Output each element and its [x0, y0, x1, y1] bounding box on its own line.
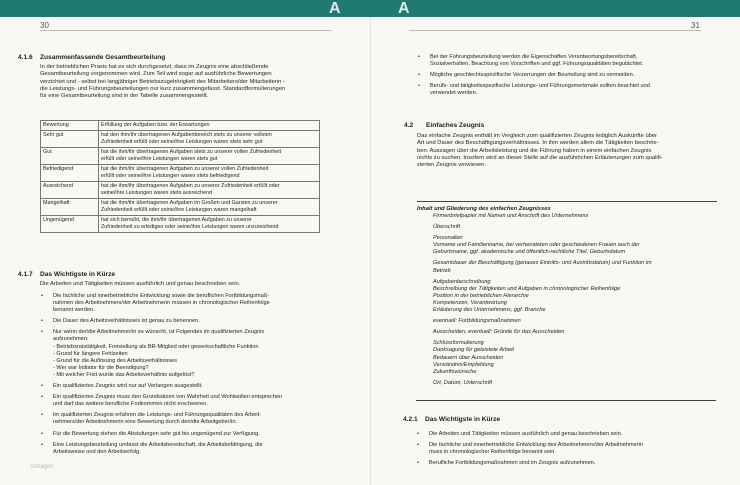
- cell-line: erfüllt oder seine/ihre Leistungen waren stets befriedigend: [101, 172, 240, 179]
- table-header: Bewertung: [41, 121, 99, 131]
- table-header: Erfüllung der Aufgaben bzw. der Erwartungen: [99, 121, 320, 131]
- list-item: [417, 72, 727, 79]
- contents-line: Geburtsname, ggf. akademische und öffentlich-rechtliche Titel, Geburtsdatum: [433, 249, 626, 256]
- list-item: [416, 431, 726, 438]
- description-cell: [99, 198, 320, 215]
- cell-line: hat sich bemüht, die ihm/ihr übertragenen Aufgaben zu unserer: [101, 216, 252, 223]
- section-heading-421: [403, 416, 500, 423]
- text-line: • Die Arbeiten und Tätigkeiten müssen ausführlich und genau beschrieben sein.: [429, 431, 623, 437]
- table-row: [41, 181, 320, 198]
- list-item: [40, 431, 350, 438]
- grade-cell: Sehr gut: [41, 130, 99, 147]
- description-cell: [99, 215, 320, 232]
- grade-cell: Ungenügend: [41, 215, 99, 232]
- cell-line: Zufriedenheit erfüllt oder seine/ihre Leistungen waren mangelhaft: [101, 206, 257, 213]
- cell-line: Zufriedenheit erfüllt oder seine/ihre Leistungen waren stets sehr gut: [101, 138, 263, 145]
- text-line: Art und Dauer des Beschäftigungsverhältnisses. In ihm werden allein die Tätigkeiten beschrie-: [417, 140, 659, 147]
- section-number: 4.2: [404, 122, 414, 129]
- contents-line: Personalien: [433, 235, 463, 242]
- list-item: [40, 394, 350, 408]
- section-title: Das Wichtigste in Kürze: [425, 416, 501, 423]
- contents-list: [433, 213, 652, 387]
- text-line: Das einfache Zeugnis enthält im Vergleich zum qualifizierten Zeugnis lediglich Auskünfte über: [417, 133, 658, 139]
- text-line: In der betrieblichen Praxis hat es sich durchgesetzt, dass im Zeugnis eine abschließende: [40, 64, 269, 70]
- text-line: verzichtet und - selbst bei langjähriger Betriebszugehörigkeit des Mitarbeiters/der Mitarbeiterin -: [40, 78, 285, 85]
- list-item: [417, 54, 727, 68]
- section-lead: Die Arbeiten und Tätigkeiten müssen ausführlich und genau beschrieben sein.: [40, 281, 241, 287]
- page-number: 31: [691, 21, 700, 30]
- contents-line: Verständnis/Empfehlung: [433, 361, 494, 368]
- top-bullet-list: [417, 54, 727, 101]
- contents-line: Gesamtdauer der Beschäftigung (genaues Eintritts- und Austrittsdatum) und Funktion im: [433, 260, 652, 267]
- list-item: [40, 293, 350, 314]
- section-heading-417: [18, 271, 115, 278]
- section-body: [417, 133, 727, 169]
- watermark-letter: A: [398, 0, 410, 17]
- text-line: • Eine Leistungsbeurteilung umfasst die Arbeitsbereitschaft, die Arbeitsbefähigung, die: [53, 441, 263, 448]
- list-item: [417, 83, 727, 97]
- cell-line: seine/ihre Leistungen waren stets ausreichend: [101, 189, 213, 196]
- contents-line: Überschrift: [433, 224, 461, 231]
- table-header-row: [41, 121, 320, 131]
- contents-line: Zukunftswünsche: [433, 368, 477, 375]
- cell-line: Zufriedenheit zu erledigen oder seine/ihre Leistungen waren unzureichend: [101, 223, 279, 230]
- text-line: für eine Gesamtbeurteilung sind in der Tabelle zusammengestellt.: [40, 93, 209, 100]
- text-line: - Betriebsratstätigkeit, Freistellung als BR-Mitglied oder gewerkschaftliche Funktion: [53, 343, 259, 350]
- contents-line: Beschreibung der Tätigkeiten und Aufgaben in chronologischer Reihenfolge: [433, 285, 621, 292]
- text-line: ben. Aussagen über die Arbeitsleistung und die Führung haben in einem einfachen Zeugnis: [417, 147, 652, 154]
- cell-line: hat die ihm/ihr übertragenen Aufgaben stets zu unserer vollen Zufriedenheit: [101, 148, 282, 155]
- text-line: • Die Dauer des Arbeitsverhältnisses ist genau zu benennen.: [53, 318, 200, 325]
- box-rule-bottom: [416, 400, 716, 401]
- top-band: [0, 0, 740, 17]
- header-rule: [409, 30, 701, 31]
- page-number: 30: [40, 21, 49, 30]
- grade-cell: Ausreichend: [41, 181, 99, 198]
- summary-bullet-list-right: [416, 431, 726, 471]
- cell-line: erfüllt oder seine/ihre Leistungen waren stets gut: [101, 155, 218, 162]
- table-row: [41, 147, 320, 164]
- section-intro: [40, 64, 340, 100]
- text-line: und darf das weitere berufliche Fortkommen nicht erschweren.: [53, 401, 208, 408]
- table-row: [41, 130, 320, 147]
- text-line: nichts zu suchen. Insofern wird an dieser Stelle auf die ausführlichen Erläuterungen zum qualifi-: [417, 154, 663, 161]
- text-line: • Die fachliche und innerbetriebliche Entwicklung sowie die beruflichen Fortbildungsmaß-: [53, 293, 270, 299]
- text-line: • Nur wenn der/die Arbeitnehmer/in es wünscht, ist Folgendes im qualifizierten Zeugnis: [53, 329, 265, 336]
- table-row: [41, 198, 320, 215]
- text-line: verwendet werden.: [430, 90, 478, 97]
- watermark-letter: A: [329, 0, 341, 17]
- text-line: • Bei der Führungsbeurteilung werden die Eigenschaften Verantwortungsbereitschaft,: [430, 54, 638, 60]
- text-line: - Grund für die Auflösung des Arbeitsverhältnisses: [53, 357, 178, 364]
- section-number: 4.1.6: [18, 54, 33, 61]
- text-line: die Leistungs- und Führungsbeurteilungen nur kurz zusammengefasst. Standardformulierungen: [40, 85, 286, 92]
- contents-line: Firmenbriefpapier mit Namen und Anschrift des Unternehmens: [433, 213, 589, 219]
- section-title: Das Wichtigste in Kürze: [40, 271, 116, 278]
- section-heading-416: [18, 54, 165, 61]
- description-cell: [99, 147, 320, 164]
- text-line: • Berufs- und tätigkeitsspezifische Leistungs- und Führungsmerkmale sollten beachtet und: [430, 83, 650, 90]
- list-item: [416, 460, 726, 467]
- cell-line: hat die ihm/ihr übertragenen Aufgaben zu unserer vollen Zufriedenheit: [101, 165, 269, 172]
- text-line: • Ein qualifiziertes Zeugnis muss den Grundsätzen von Wahrheit und Wohlwollen entsprechen: [53, 394, 283, 401]
- evaluation-table: [40, 120, 320, 233]
- box-rule-top: [417, 201, 717, 202]
- section-title: Zusammenfassende Gesamtbeurteilung: [40, 54, 166, 61]
- text-line: - Mit welcher Frist wurde das Arbeitsverhältnis aufgelöst?: [53, 371, 195, 378]
- contents-line: Schlussformulierung: [433, 340, 484, 347]
- list-item: [40, 318, 350, 325]
- list-item: [40, 442, 350, 456]
- text-line: nahmen des Arbeitnehmers/der Arbeitnehmerin müssen in chronologischer Reihenfolge: [53, 300, 270, 307]
- cell-line: hat die ihm/ihr übertragenen Aufgaben im Großen und Ganzen zu unserer: [101, 199, 278, 206]
- list-item: [416, 442, 726, 456]
- contents-line: Ausscheiden, eventuell: Gründe für das Ausscheiden: [433, 329, 565, 336]
- table-row: [41, 164, 320, 181]
- list-item: [40, 383, 350, 390]
- contents-line: Erläuterung des Unternehmens, ggf. Branche: [433, 307, 546, 314]
- text-line: Sozialverhalten, Beachtung von Vorschriften und ggf. Führungsqualitäten begutächtet.: [430, 61, 644, 68]
- text-line: • Die fachliche und innerbetriebliche Entwicklung des Arbeitnehmers/der Arbeitnehmerin: [429, 442, 643, 449]
- grade-cell: Mangelhaft: [41, 198, 99, 215]
- section-number: 4.1.7: [18, 271, 33, 278]
- text-line: • Mögliche geschlechtsspezifische Verzerrungen der Beurteilung sind zu vermeiden.: [430, 72, 635, 79]
- text-line: benannt werden.: [53, 307, 95, 314]
- list-item: [40, 329, 350, 379]
- cell-line: hat den ihm/ihr übertragenen Aufgabenbereich stets zu unserer vollsten: [101, 131, 272, 138]
- text-line: • Im qualifizierten Zeugnis erfahren die Leistungs- und Führungsqualitäten des Arbeit-: [53, 412, 262, 419]
- description-cell: [99, 181, 320, 198]
- table-row: [41, 215, 320, 232]
- contents-line: Aufgabenbeschreibung: [433, 278, 491, 285]
- contents-line: Betrieb: [433, 267, 451, 274]
- description-cell: [99, 130, 320, 147]
- summary-bullet-list: [40, 293, 350, 460]
- text-line: aufzunehmen:: [53, 336, 89, 343]
- header-rule: [40, 30, 332, 31]
- contents-line: Bedauern über Ausscheiden: [433, 354, 504, 361]
- contents-line: Kompetenzen, Verantwortung: [433, 299, 507, 306]
- section-title: Einfaches Zeugnis: [426, 122, 485, 129]
- cell-line: hat die ihm/ihr übertragenen Aufgaben zu unserer Zufriedenheit erfüllt oder: [101, 182, 280, 189]
- text-line: Arbeitsweise und den Arbeitserfolg.: [53, 448, 141, 455]
- left-page: [0, 17, 370, 485]
- description-cell: [99, 164, 320, 181]
- contents-line: Vorname und Familienname, bei verheirateten oder geschiedenen Frauen auch der: [433, 242, 640, 249]
- text-line: • Für die Bewertung stehen die Abstufungen sehr gut bis ungenügend zur Verfügung.: [53, 430, 260, 437]
- text-line: - Grund für längere Fehlzeiten: [53, 350, 128, 357]
- grade-cell: Gut: [41, 147, 99, 164]
- grade-cell: Befriedigend: [41, 164, 99, 181]
- text-line: • Berufliche Fortbildungsmaßnahmen sind im Zeugnis aufzunehmen.: [429, 460, 596, 467]
- contents-line: Ort, Datum, Unterschrift: [433, 379, 493, 386]
- text-line: zierten Zeugnis verwiesen.: [417, 162, 486, 169]
- text-line: muss in chronologischer Reihenfolge benannt sein.: [429, 449, 556, 456]
- text-line: Gesamtbeurteilung vorgenommen wird. Zum Teil wird sogar auf ausführliche Bewertungen: [40, 71, 272, 78]
- contents-line: Position in der betrieblichen Hierarchie: [433, 292, 529, 299]
- contents-line: eventuell: Fortbildungsmaßnahmen: [433, 318, 521, 325]
- contents-heading: Inhalt und Gliederung des einfachen Zeugnisses: [417, 206, 551, 212]
- text-line: • Ein qualifiziertes Zeugnis wird nur auf Verlangen ausgestellt.: [53, 383, 203, 390]
- section-heading-42: [404, 122, 484, 129]
- contents-line: Danksagung für geleistete Arbeit: [433, 347, 514, 354]
- text-line: - Wer war Initiator für die Beendigung?: [53, 364, 149, 371]
- list-item: [40, 412, 350, 426]
- text-line: nehmers/der Arbeitnehmerin eine Bewertung durch den/die Arbeitgeber/in.: [53, 419, 238, 426]
- section-number: 4.2.1: [403, 416, 418, 423]
- page-caption: Vorlagen: [30, 464, 54, 470]
